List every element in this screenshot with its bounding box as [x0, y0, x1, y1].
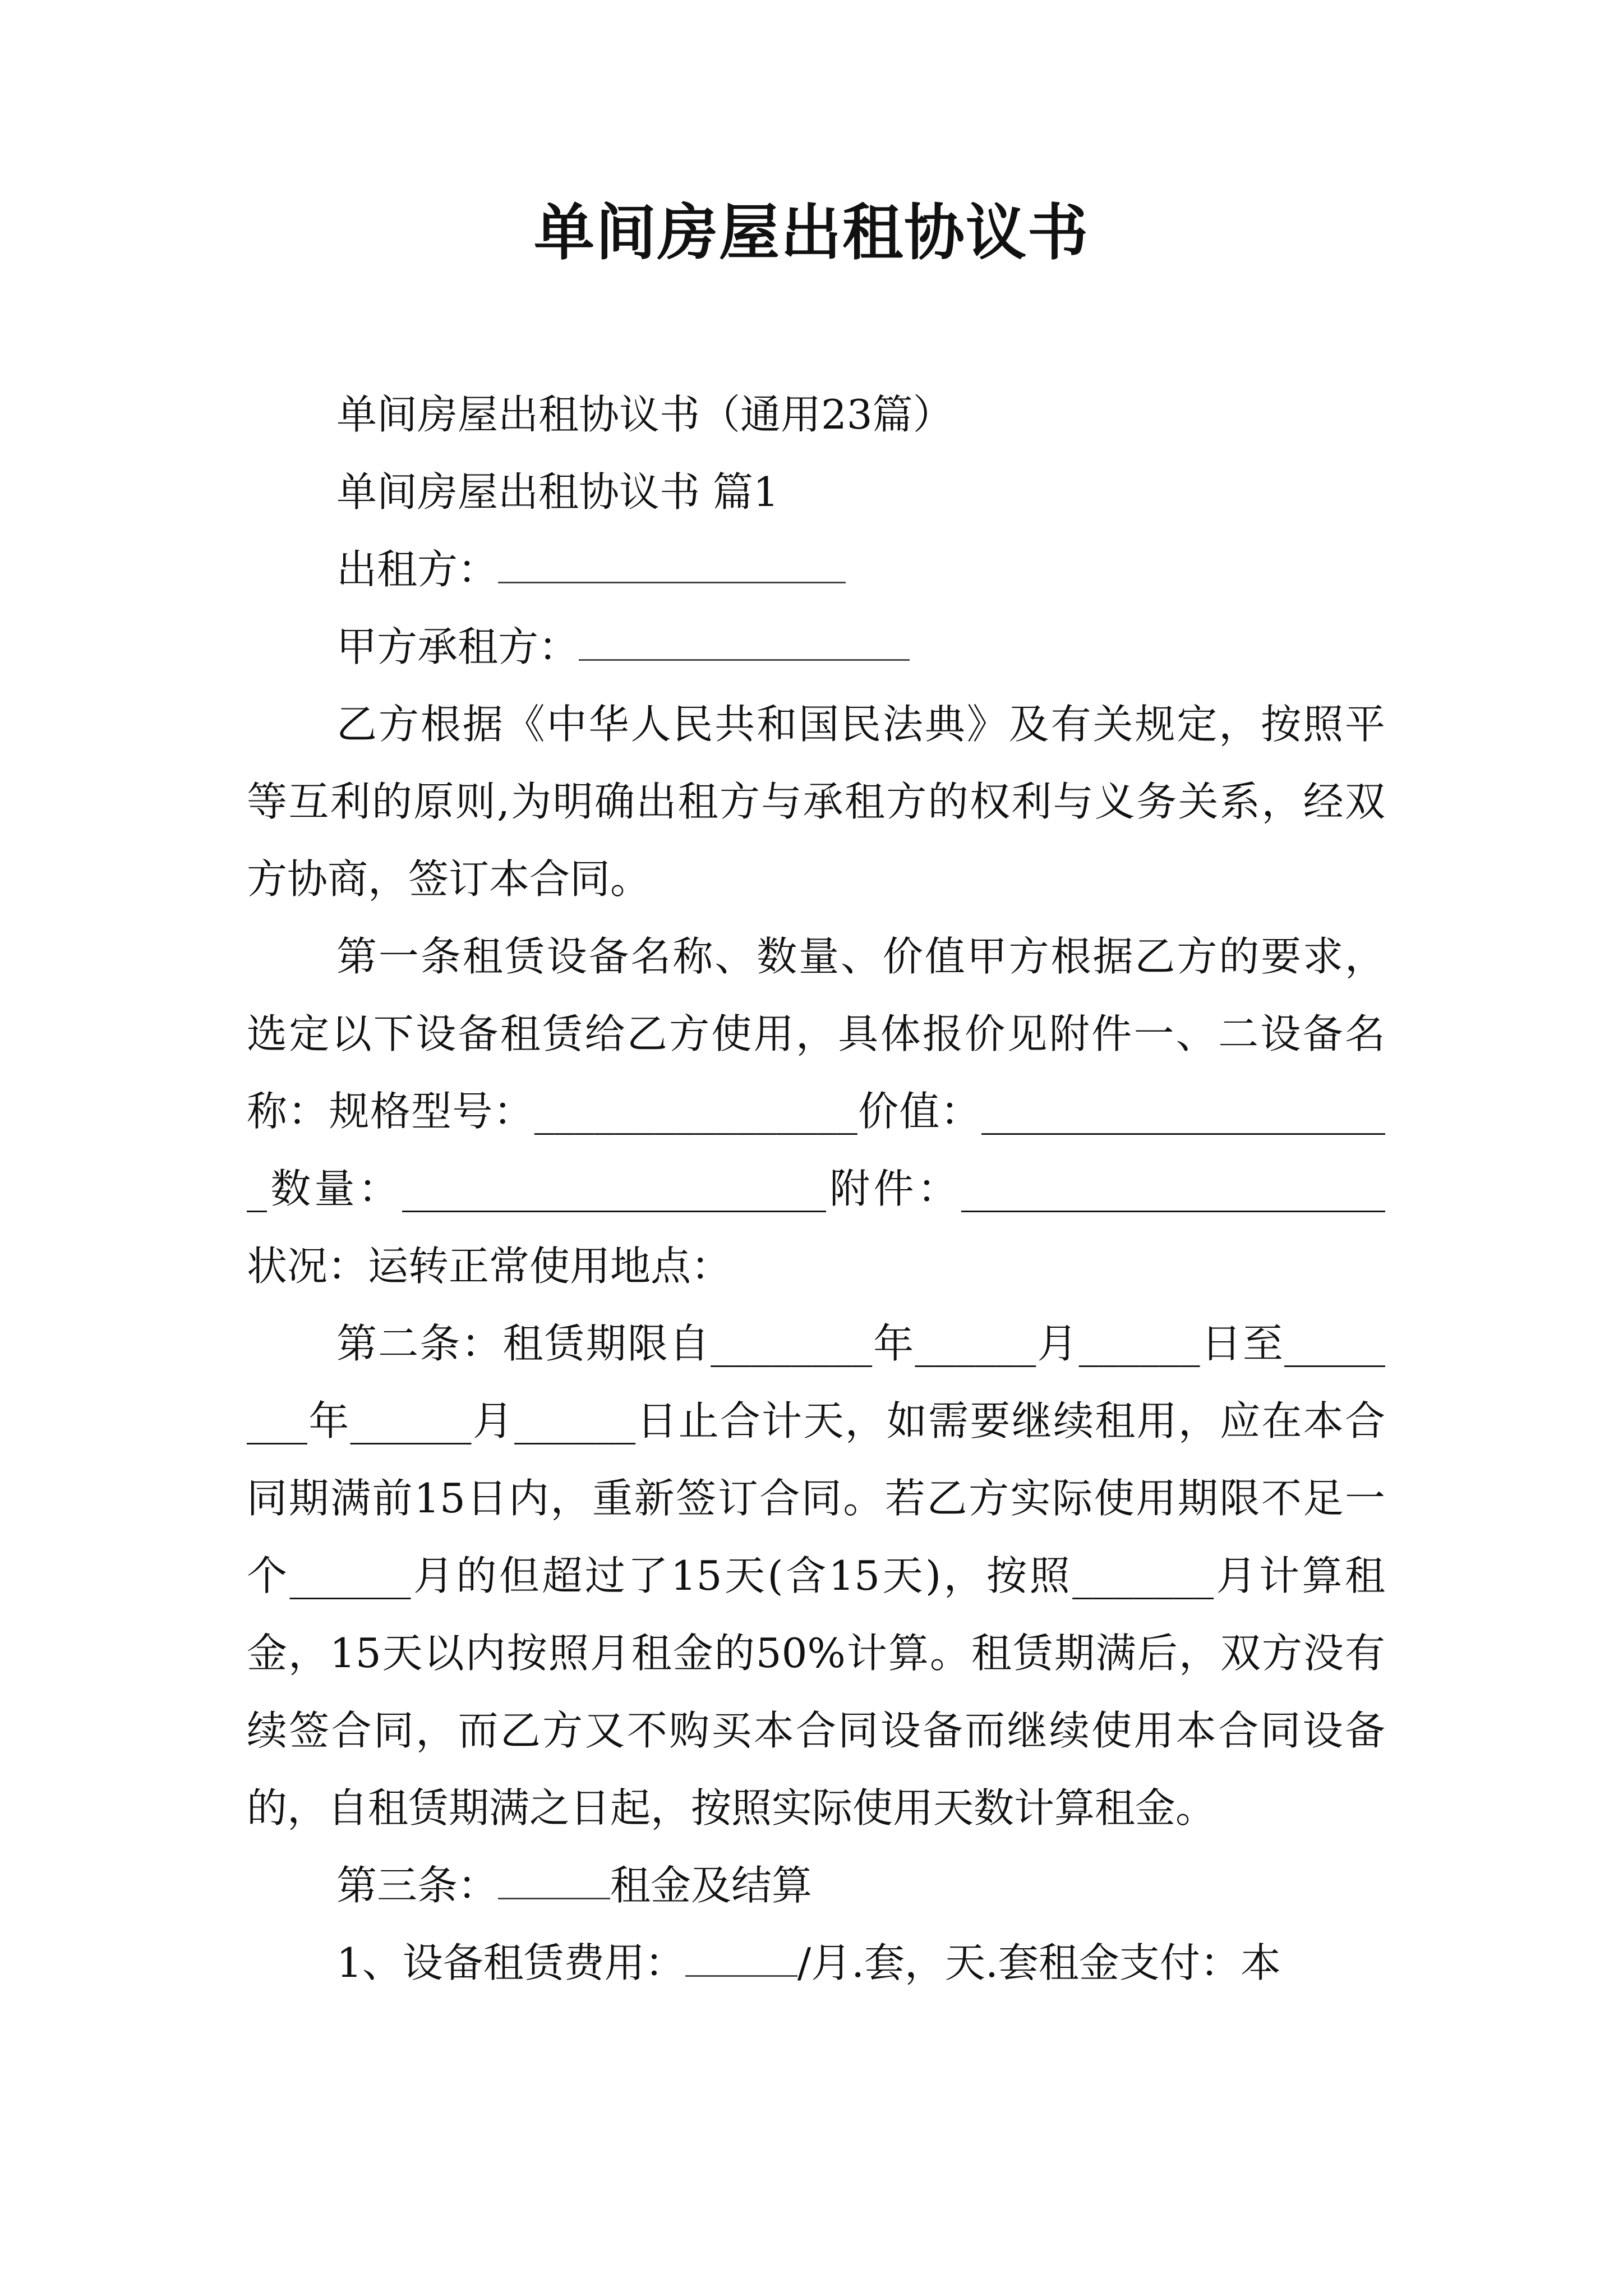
item-1-prefix: 1、设备租赁费用：	[336, 1939, 685, 1986]
item-1-blank	[685, 1941, 797, 1977]
article-3-prefix: 第三条：	[336, 1862, 499, 1909]
article-3-blank	[498, 1864, 610, 1899]
document-title: 单间房屋出租协议书	[533, 197, 1089, 268]
document-body	[247, 376, 1385, 2001]
lessor-blank	[498, 548, 846, 583]
article-3-heading	[247, 1847, 1385, 1924]
item-1-suffix: /月.套，天.套租金支付：本	[797, 1939, 1281, 1986]
section-heading: 单间房屋出租协议书 篇1	[336, 468, 779, 516]
lessor-line	[247, 531, 1385, 608]
paragraph-article-2: 第二条：租赁期限自________年______月______日至________年______月______日止合计天，如需要继续租用，应在本合同期满前15日内，重新签订合同。若乙方实际使用期限不足一个______月的但超过了15天(含15天)，按照_______月计算租金，15天以内按照月租金的50%计算。租赁期满后，双方没有续签合同，而乙方又不购买本合同设备而继续使用本合同设备的，自租赁期满之日起，按照实际使用天数计算租金。	[247, 1320, 1385, 1832]
lessee-blank	[579, 625, 910, 661]
lessee-line	[247, 608, 1385, 685]
article-3-suffix: 租金及结算	[610, 1862, 813, 1909]
paragraph-article-1: 第一条租赁设备名称、数量、价值甲方根据乙方的要求，选定以下设备租赁给乙方使用，具体报价见附件一、二设备名称：规格型号：________________价值：_____________________数量：_____________________附件：_____________________状况：运转正常使用地点：	[247, 933, 1385, 1290]
lessor-label: 出租方：	[336, 546, 499, 593]
item-1-line	[247, 1924, 1385, 2001]
lessee-label: 甲方承租方：	[336, 623, 579, 670]
paragraph-intro: 乙方根据《中华人民共和国民法典》及有关规定，按照平等互利的原则,为明确出租方与承租方的权利与义务关系，经双方协商，签订本合同。	[247, 701, 1385, 903]
subtitle-line: 单间房屋出租协议书（通用23篇）	[336, 391, 953, 438]
